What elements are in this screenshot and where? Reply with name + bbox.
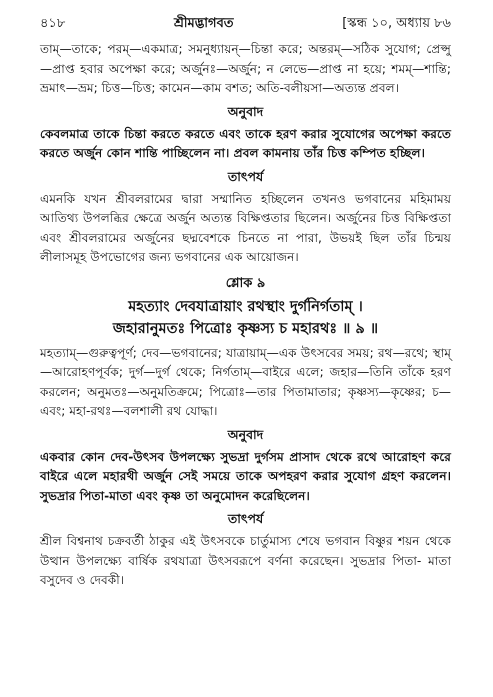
verse-number: শ্লোক ৯ (225, 275, 266, 291)
purport-paragraph-1: এমনকি যখন শ্রীবলরামের দ্বারা সম্মানিত হচ্ছিলেন তখনও ভগবানের মহিমাময় আতিথ্য উপলব্ধির ক্ষেত্রে অর্জুন অত্যন্ত বিক্ষিপ্ততার ছিলেন। অর্জুনের চিত্ত বিক্ষিপ্ততা এবং শ্রীবলরামের অর্জুনের ছদ্মবেশকে চিনতে না পারা, উভয়ই ছিল তাঁর চিন্ময় লীলাসমূহ উপভোগের জন্য ভগবানের এক আয়োজন। (40, 191, 451, 264)
page-number: ৪১৮ (40, 16, 66, 31)
page-header (40, 14, 451, 40)
synonyms-paragraph-1: তাম্—তাকে; পরম্—একমাত্র; সমনুধ্যায়ন্—চিন্তা করে; অন্তরম্—সঠিক সুযোগ; প্রেপ্সু—প্রাপ্ত হবার অপেক্ষা করে; অর্জুনঃ—অর্জুন; ন লেভে—প্রাপ্ত না হয়ে; শমম্—শান্তি; ভ্রমাৎ—ভ্রম; চিত্ত—চিত্ত; কামেন—কাম বশত; অতি-বলীয়সা—অত্যন্ত প্রবল। (40, 42, 451, 95)
translation-heading-1: অনুবাদ (227, 103, 264, 119)
synonyms-paragraph-2: মহত্যাম্—গুরুত্বপূর্ণ; দেব—ভগবানের; যাত্রায়াম্—এক উৎসবের সময়; রথ—রথে; স্থাম্—আরোহণপূর্বক; দুর্গ—দুর্গ থেকে; নির্গতাম্—বাইরে এলে; জহার—তিনি তাঁকে হরণ করলেন; অনুমতঃ—অনুমতিক্রমে; পিত্রোঃ—তার পিতামাতার; কৃষ্ণস্য—কৃষ্ণের; চ—এবং; মহা-রথঃ—বলশালী রথ যোদ্ধা। (40, 345, 451, 418)
translation-heading-2: অনুবাদ (227, 426, 264, 442)
book-title: শ্রীমদ্ভাগবত (173, 16, 234, 31)
purport-heading-1: তাৎপর্য (227, 168, 264, 184)
translation-paragraph-1: কেবলমাত্র তাকে চিন্তা করতে করতে এবং তাকে হরণ করার সুযোগের অপেক্ষা করতে করতে অর্জুন কোন শান্তি পাচ্ছিলেন না। প্রবল কামনায় তাঁর চিত্ত কম্পিত হচ্ছিল। (40, 126, 451, 160)
chapter-reference: [স্কন্ধ ১০, অধ্যায় ৮৬ (342, 16, 451, 31)
purport-heading-2: তাৎপর্য (227, 511, 264, 526)
verse-line-2: জহারানুমতঃ পিত্রোঃ কৃষ্ণস্য চ মহারথঃ ॥ ৯ ॥ (112, 320, 379, 337)
verse-line-1: মহত্যাং দেবযাত্রায়াং রথস্থাং দুর্গনির্গতাম্ । (128, 298, 363, 315)
translation-paragraph-2: একবার কোন দেব-উৎসব উপলক্ষ্যে সুভদ্রা দুর্গসম প্রাসাদ থেকে রথে আরোহণ করে বাইরে এলে মহারথী অর্জুন সেই সময়ে তাকে অপহরণ করার সুযোগ গ্রহণ করলেন। সুভদ্রার পিতা-মাতা এবং কৃষ্ণ তা অনুমোদন করেছিলেন। (40, 449, 451, 503)
purport-paragraph-2: শ্রীল বিশ্বনাথ চক্রবর্তী ঠাকুর এই উৎসবকে চার্তুমাস্য শেষে ভগবান বিষ্ণুর শয়ন থেকে উত্থান উপলক্ষ্যে বার্ষিক রথযাত্রা উৎসবরূপে বর্ণনা করেছেন। সুভদ্রার পিতা- মাতা বসুদেব ও দেবকী। (40, 534, 451, 587)
